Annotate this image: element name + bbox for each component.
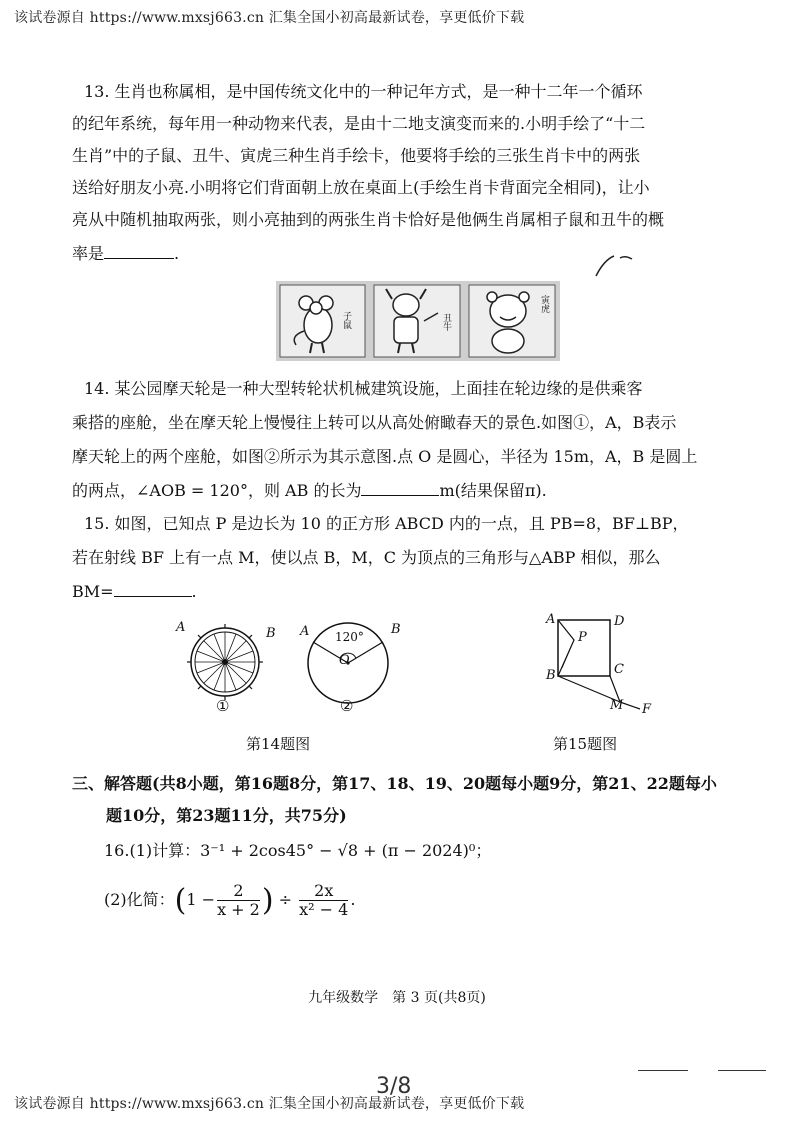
page-footer: 九年级数学 第 3 页(共8页) — [308, 990, 486, 1006]
answer-blank[interactable] — [104, 244, 174, 259]
label-d-fig15: D — [614, 614, 625, 629]
section-three-heading: 三、解答题(共8小题，第16题8分，第17、18、19、20题每小题9分，第21、22题每小 — [72, 774, 717, 793]
label-m-fig15: M — [610, 698, 624, 713]
q15-line: 15. 如图，已知点 P 是边长为 10 的正方形 ABCD 内的一点，且 PB=8，BF⊥BP， — [84, 514, 689, 533]
card-label-ox: 丑牛 — [441, 313, 451, 331]
fraction-1: $\frac{2}{x + 2}$ — [217, 881, 260, 919]
label-b-fig14-2: B — [391, 622, 401, 637]
section-three-heading-cont: 题10分，第23题11分，共75分) — [106, 806, 347, 825]
figure-marker-2: ② — [340, 697, 354, 715]
zodiac-cards-illustration — [276, 281, 560, 361]
q13-line: 率是 . — [72, 244, 180, 263]
label-b-fig15: B — [546, 668, 556, 683]
label-f-fig15: F — [642, 702, 652, 717]
q13-line: 的纪年系统，每年用一种动物来代表，是由十二地支演变而来的.小明手绘了“十二 — [72, 114, 646, 133]
label-p-fig15: P — [578, 630, 587, 645]
label-o: O — [339, 653, 350, 668]
answer-blank[interactable] — [361, 481, 439, 496]
label-a-fig14-1: A — [176, 620, 186, 635]
ferris-wheel-figure — [183, 620, 267, 704]
fraction-2: $\frac{2x}{\text{x² − 4}}$ — [299, 881, 349, 919]
q15-text: BM= — [72, 582, 114, 601]
label-b-fig14-1: B — [266, 626, 276, 641]
page-indicator: 3/8 — [376, 1074, 412, 1099]
q13-text: 率是 — [72, 244, 105, 263]
q13-line: 亮从中随机抽取两张，则小亮抽到的两张生肖卡恰好是他俩生肖属相子鼠和丑牛的概 — [72, 210, 665, 229]
label-a-fig15: A — [546, 612, 556, 627]
question-15 — [72, 508, 756, 608]
answer-blank[interactable] — [114, 582, 192, 597]
q13-line: 生肖”中的子鼠、丑牛、寅虎三种生肖手绘卡，他要将手绘的三张生肖卡中的两张 — [72, 146, 641, 165]
q14-line: 14. 某公园摩天轮是一种大型转轮状机械建筑设施，上面挂在轮边缘的是供乘客 — [84, 379, 643, 398]
scan-mark — [718, 1070, 766, 1071]
q14-line: 摩天轮上的两个座舱，如图②所示为其示意图.点 O 是圆心，半径为 15m，A，B 是圆上 — [72, 447, 698, 466]
figure-15-caption: 第15题图 — [553, 735, 618, 753]
question-13 — [72, 76, 756, 276]
q14-line: 的两点，∠AOB = 120°，则 AB 的长为 m(结果保留π). — [72, 481, 547, 500]
q14-line: 乘搭的座舱，坐在摩天轮上慢慢往上转可以从高处俯瞰春天的景色.如图①，A，B表示 — [72, 413, 677, 432]
q13-line: 13. 生肖也称属相，是中国传统文化中的一种记年方式，是一种十二年一个循环 — [84, 82, 643, 101]
q15-line: BM= . — [72, 582, 197, 601]
label-a-fig14-2: A — [300, 624, 310, 639]
card-label-rat: 子鼠 — [341, 311, 351, 329]
pen-mark — [592, 250, 642, 280]
question-14 — [72, 373, 756, 509]
question-16-part2: (2)化简：(1 − $\frac{2}{x + 2}$ ) ÷ $\frac{2x}{\text{x² − 4}}$ . — [104, 881, 356, 919]
question-16-part1: 16.(1)计算：3⁻¹ + 2cos45° − √8 + (π − 2024)⁰； — [104, 841, 492, 860]
source-banner-top: 该试卷源自 https://www.mxsj663.cn 汇集全国小初高最新试卷，享更低价下载 — [14, 10, 525, 26]
figure-marker-1: ① — [216, 697, 230, 715]
figure-14-caption: 第14题图 — [246, 735, 311, 753]
q15-line: 若在射线 BF 上有一点 M，使以点 B，M，C 为顶点的三角形与△ABP 相似，那么 — [72, 548, 661, 567]
scan-mark — [638, 1070, 688, 1071]
card-label-tiger: 寅虎 — [539, 295, 549, 313]
source-banner-bottom: 该试卷源自 https://www.mxsj663.cn 汇集全国小初高最新试卷，享更低价下载 — [14, 1096, 525, 1112]
one-minus: 1 − — [186, 890, 216, 909]
angle-label: 120° — [335, 630, 364, 644]
q14-text: 的两点，∠AOB = 120°，则 AB 的长为 — [72, 481, 362, 500]
q13-line: 送给好朋友小亮.小明将它们背面朝上放在桌面上(手绘生肖卡背面完全相同)，让小 — [72, 178, 650, 197]
label-c-fig15: C — [614, 662, 624, 677]
